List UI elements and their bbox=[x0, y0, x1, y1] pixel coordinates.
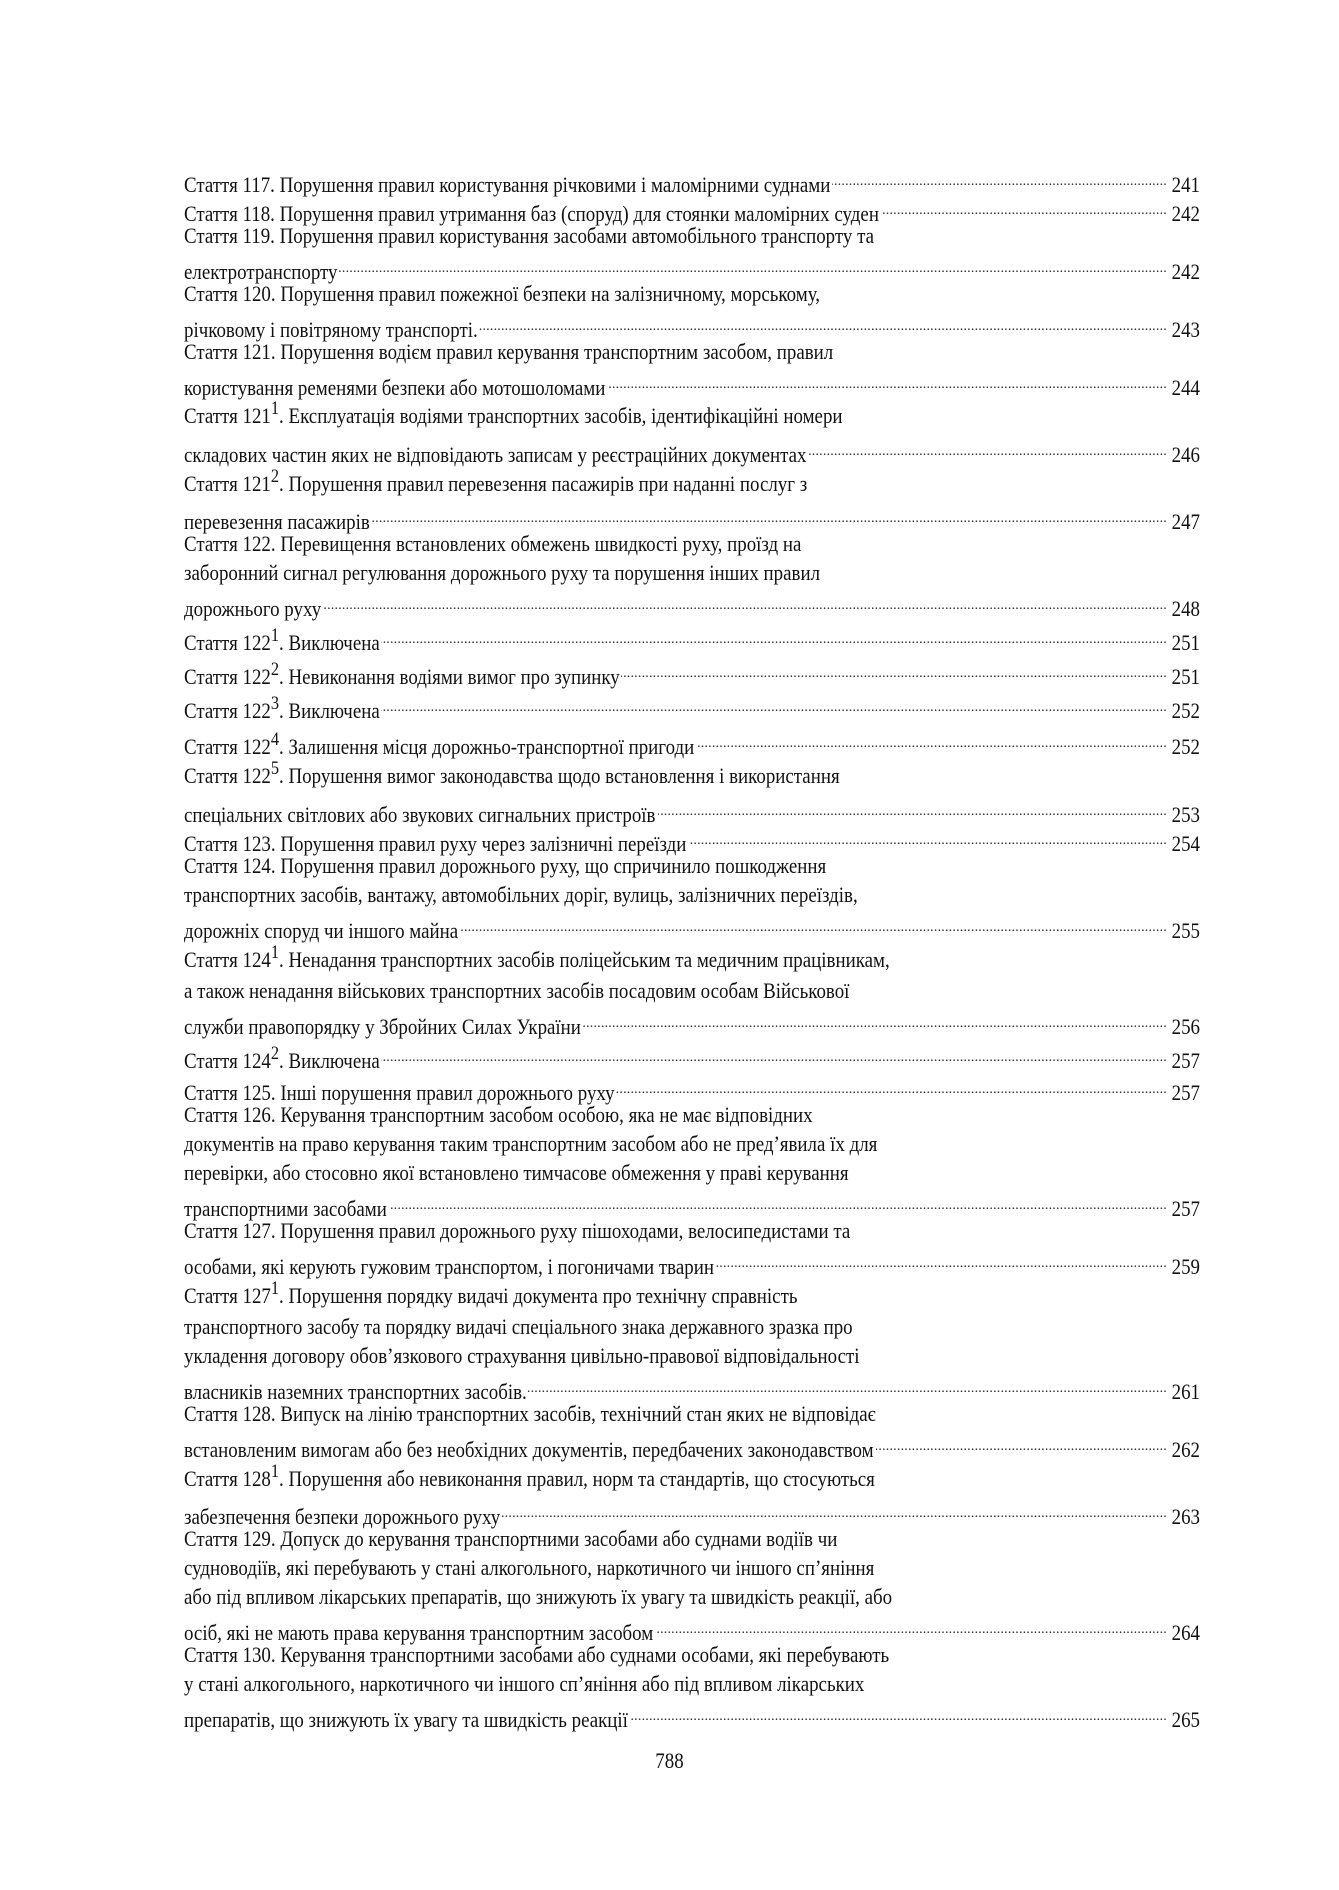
toc-entry-last-line[interactable] bbox=[184, 1496, 1200, 1529]
toc-entry-title: судноводіїв, які перебувають у стані алкогольного, наркотичного чи іншого сп’яніння bbox=[184, 1555, 875, 1580]
dot-leader bbox=[583, 1006, 1167, 1034]
dot-leader bbox=[881, 193, 1167, 221]
toc-entry-line[interactable] bbox=[184, 1342, 1200, 1370]
toc-entry-last-line[interactable] bbox=[184, 726, 1200, 759]
toc-entry-line[interactable] bbox=[184, 1525, 1200, 1553]
toc-entry-title: Стаття 126. Керування транспортним засобом особою, яка не має відповідних bbox=[184, 1102, 813, 1127]
toc-entry-line[interactable] bbox=[184, 1217, 1200, 1245]
toc-page-number: 246 bbox=[1171, 442, 1200, 467]
toc-entry-title: Стаття 125. Інші порушення правил дорожнього руху bbox=[184, 1080, 615, 1105]
toc-entry-title: Стаття $124^2$. Виключена bbox=[184, 1043, 380, 1073]
toc-page-number: 257 bbox=[1171, 1196, 1200, 1221]
toc-entry-title: Стаття 128. Випуск на лінію транспортних засобів, технічний стан яких не відповідає bbox=[184, 1401, 876, 1426]
toc-entry-last-line[interactable] bbox=[184, 1246, 1200, 1279]
toc-entry-title: Стаття 118. Порушення правил утримання баз (споруд) для стоянки маломірних суден bbox=[184, 201, 879, 226]
toc-page-number: 244 bbox=[1171, 375, 1200, 400]
toc-entry-title: Стаття $124^1$. Ненадання транспортних засобів поліцейським та медичним працівникам, bbox=[184, 942, 890, 972]
toc-entry-title: власників наземних транспортних засобів. bbox=[184, 1379, 527, 1404]
toc-entry-line[interactable] bbox=[184, 1461, 1200, 1493]
toc-entry-title: заборонний сигнал регулювання дорожнього руху та порушення інших правил bbox=[184, 560, 821, 585]
toc-entry-last-line[interactable] bbox=[184, 193, 1200, 226]
toc-entry-title: спеціальних світлових або звукових сигнальних пристроїв bbox=[184, 802, 656, 827]
toc-entry-title: дорожнього руху bbox=[184, 596, 322, 621]
toc-entry-last-line[interactable] bbox=[184, 1188, 1200, 1221]
toc-page-number: 259 bbox=[1171, 1254, 1200, 1279]
dot-leader bbox=[697, 726, 1167, 754]
toc-entry-line[interactable] bbox=[184, 559, 1200, 587]
toc-page-number: 242 bbox=[1171, 201, 1200, 226]
toc-entry-title: перевезення пасажирів bbox=[184, 509, 370, 534]
toc-page-number: 261 bbox=[1171, 1379, 1200, 1404]
page-number bbox=[0, 1748, 1339, 1774]
toc-page-number: 253 bbox=[1171, 802, 1200, 827]
toc-entry-title: користування ременями безпеки або мотошоломами bbox=[184, 375, 606, 400]
toc-page-number: 252 bbox=[1171, 734, 1200, 759]
toc-entry-title: або під впливом лікарських препаратів, що знижують їх увагу та швидкість реакції, або bbox=[184, 1584, 893, 1609]
toc-entry-last-line[interactable] bbox=[184, 309, 1200, 342]
dot-leader bbox=[616, 1072, 1167, 1100]
toc-entry-last-line[interactable] bbox=[184, 1040, 1200, 1073]
toc-entry-title: служби правопорядку у Збройних Силах України bbox=[184, 1014, 581, 1039]
toc-entry-title: осіб, які не мають права керування транспортним засобом bbox=[184, 1620, 654, 1645]
toc-entry-line[interactable] bbox=[184, 222, 1200, 250]
toc-entry-title: особами, які керують гужовим транспортом, і погоничами тварин bbox=[184, 1254, 714, 1279]
article-superscript: 2 bbox=[270, 466, 280, 487]
article-superscript: 2 bbox=[270, 1043, 280, 1064]
toc-entry-title: Стаття 119. Порушення правил користування засобами автомобільного транспорту та bbox=[184, 223, 875, 248]
toc-entry-title: забезпечення безпеки дорожнього руху bbox=[184, 1504, 501, 1529]
article-superscript: 1 bbox=[270, 1461, 280, 1482]
dot-leader bbox=[630, 1699, 1167, 1727]
toc-entry-last-line[interactable] bbox=[184, 910, 1200, 943]
toc-entry-title: транспортних засобів, вантажу, автомобільних доріг, вулиць, залізничних переїздів, bbox=[184, 882, 858, 907]
toc-page-number: 256 bbox=[1171, 1014, 1200, 1039]
toc-entry-last-line[interactable] bbox=[184, 367, 1200, 400]
toc-entry-title: Стаття $128^1$. Порушення або невиконання правил, норм та стандартів, що стосуються bbox=[184, 1461, 875, 1491]
toc-page-number: 251 bbox=[1171, 664, 1200, 689]
toc-page-number: 257 bbox=[1171, 1080, 1200, 1105]
toc-entry-title: Стаття 120. Порушення правил пожежної безпеки на залізничному, морському, bbox=[184, 281, 820, 306]
toc-entry-title: препаратів, що знижують їх увагу та швидкість реакції bbox=[184, 1707, 628, 1732]
toc-entry-last-line[interactable] bbox=[184, 1072, 1200, 1105]
toc-entry-title: укладення договору обов’язкового страхування цивільно-правової відповідальності bbox=[184, 1343, 860, 1368]
dot-leader bbox=[381, 690, 1167, 718]
toc-entry-last-line[interactable] bbox=[184, 1429, 1200, 1462]
toc-page-number: 264 bbox=[1171, 1620, 1200, 1645]
toc-entry-last-line[interactable] bbox=[184, 164, 1200, 197]
toc-entry-last-line[interactable] bbox=[184, 1371, 1200, 1404]
toc-entry-title: Стаття 117. Порушення правил користування річковими і маломірними суднами bbox=[184, 172, 831, 197]
toc-entry-title: а також ненадання військових транспортних засобів посадовим особам Військової bbox=[184, 978, 850, 1003]
toc-entry-title: Стаття 130. Керування транспортними засобами або суднами особами, які перебувають bbox=[184, 1642, 890, 1667]
toc-entry-last-line[interactable] bbox=[184, 656, 1200, 689]
toc-entry-last-line[interactable] bbox=[184, 622, 1200, 655]
article-superscript: 1 bbox=[270, 398, 280, 419]
toc-page-number: 251 bbox=[1171, 630, 1200, 655]
toc-page-number: 255 bbox=[1171, 918, 1200, 943]
toc-entry-title: Стаття $122^1$. Виключена bbox=[184, 625, 380, 655]
toc-entry-title: документів на право керування таким транспортним засобом або не пред’явила їх для bbox=[184, 1131, 878, 1156]
toc-entry-line[interactable] bbox=[184, 977, 1200, 1005]
toc-entry-last-line[interactable] bbox=[184, 690, 1200, 723]
toc-page-number: 241 bbox=[1171, 172, 1200, 197]
toc-entry-line[interactable] bbox=[184, 1130, 1200, 1158]
toc-page-number: 263 bbox=[1171, 1504, 1200, 1529]
toc-entry-last-line[interactable] bbox=[184, 1699, 1200, 1732]
article-superscript: 1 bbox=[270, 625, 280, 646]
toc-entry-title: перевірки, або стосовно якої встановлено тимчасове обмеження у праві керування bbox=[184, 1160, 849, 1185]
toc-entry-line[interactable] bbox=[184, 1554, 1200, 1582]
toc-page-number: 247 bbox=[1171, 509, 1200, 534]
dot-leader bbox=[528, 1371, 1167, 1399]
toc-entry-line[interactable] bbox=[184, 280, 1200, 308]
toc-entry-title: Стаття $127^1$. Порушення порядку видачі документа про технічну справність bbox=[184, 1278, 798, 1308]
dot-leader bbox=[716, 1246, 1167, 1274]
toc-page-number: 262 bbox=[1171, 1437, 1200, 1462]
article-superscript: 3 bbox=[270, 693, 280, 714]
toc-entry-title: транспортними засобами bbox=[184, 1196, 387, 1221]
page-number-text: 788 bbox=[655, 1748, 684, 1773]
toc-entry-line[interactable] bbox=[184, 1670, 1200, 1698]
dot-leader bbox=[502, 1496, 1167, 1524]
toc-entry-line[interactable] bbox=[184, 942, 1200, 974]
dot-leader bbox=[460, 910, 1167, 938]
toc-entry-line[interactable] bbox=[184, 1641, 1200, 1669]
toc-entry-last-line[interactable] bbox=[184, 823, 1200, 856]
toc-entry-line[interactable] bbox=[184, 852, 1200, 880]
dot-leader bbox=[655, 1612, 1167, 1640]
dot-leader bbox=[607, 367, 1167, 395]
dot-leader bbox=[832, 164, 1167, 192]
toc-entry-last-line[interactable] bbox=[184, 251, 1200, 284]
toc-entry-line[interactable] bbox=[184, 1313, 1200, 1341]
dot-leader bbox=[323, 588, 1167, 616]
toc-entry-line[interactable] bbox=[184, 338, 1200, 366]
toc-entry-last-line[interactable] bbox=[184, 1006, 1200, 1039]
article-superscript: 4 bbox=[270, 729, 280, 750]
toc-entry-title: Стаття 127. Порушення правил дорожнього руху пішоходами, велосипедистами та bbox=[184, 1218, 851, 1243]
toc-entry-title: встановленим вимогам або без необхідних документів, передбачених законодавством bbox=[184, 1437, 874, 1462]
toc-entry-title: Стаття $122^5$. Порушення вимог законодавства щодо встановлення і використання bbox=[184, 758, 840, 788]
toc-entry-last-line[interactable] bbox=[184, 501, 1200, 534]
toc-entry-last-line[interactable] bbox=[184, 794, 1200, 827]
toc-entry-title: Стаття $121^2$. Порушення правил перевезення пасажирів при наданні послуг з bbox=[184, 466, 808, 496]
toc-entry-title: Стаття $122^3$. Виключена bbox=[184, 693, 380, 723]
toc-entry-title: у стані алкогольного, наркотичного чи іншого сп’яніння або під впливом лікарських bbox=[184, 1671, 865, 1696]
article-superscript: 2 bbox=[270, 659, 280, 680]
toc-page-number: 242 bbox=[1171, 259, 1200, 284]
toc-entry-title: Стаття 124. Порушення правил дорожнього руху, що спричинило пошкодження bbox=[184, 853, 827, 878]
dot-leader bbox=[658, 794, 1167, 822]
dot-leader bbox=[372, 501, 1167, 529]
article-superscript: 1 bbox=[270, 1278, 280, 1299]
toc-entry-last-line[interactable] bbox=[184, 434, 1200, 467]
toc-entry-title: Стаття $121^1$. Експлуатація водіями транспортних засобів, ідентифікаційні номери bbox=[184, 398, 843, 428]
toc-page-number: 248 bbox=[1171, 596, 1200, 621]
dot-leader bbox=[876, 1429, 1167, 1457]
article-superscript: 1 bbox=[270, 942, 280, 963]
dot-leader bbox=[621, 656, 1167, 684]
toc-entry-line[interactable] bbox=[184, 758, 1200, 790]
dot-leader bbox=[339, 251, 1167, 279]
toc-entry-line[interactable] bbox=[184, 398, 1200, 430]
toc-entry-title: транспортного засобу та порядку видачі спеціального знака державного зразка про bbox=[184, 1314, 853, 1339]
toc-entry-line[interactable] bbox=[184, 466, 1200, 498]
toc-entry-line[interactable] bbox=[184, 1278, 1200, 1310]
dot-leader bbox=[389, 1188, 1167, 1216]
toc-entry-title: складових частин яких не відповідають записам у реєстраційних документах bbox=[184, 442, 807, 467]
dot-leader bbox=[381, 622, 1167, 650]
toc-page-number: 254 bbox=[1171, 831, 1200, 856]
dot-leader bbox=[381, 1040, 1167, 1068]
toc-entry-title: електротранспорту bbox=[184, 259, 338, 284]
dot-leader bbox=[689, 823, 1167, 851]
toc-entry-last-line[interactable] bbox=[184, 588, 1200, 621]
toc-entry-line[interactable] bbox=[184, 1159, 1200, 1187]
toc-page-number: 257 bbox=[1171, 1048, 1200, 1073]
dot-leader bbox=[808, 434, 1167, 462]
toc-entry-title: Стаття $122^4$. Залишення місця дорожньо-транспортної пригоди bbox=[184, 729, 695, 759]
toc-entry-line[interactable] bbox=[184, 1101, 1200, 1129]
toc-entry-title: Стаття 129. Допуск до керування транспортними засобами або суднами водіїв чи bbox=[184, 1526, 838, 1551]
toc-entry-line[interactable] bbox=[184, 1583, 1200, 1611]
toc-entry-title: річковому і повітряному транспорті. bbox=[184, 317, 478, 342]
toc-entry-title: дорожніх споруд чи іншого майна bbox=[184, 918, 459, 943]
toc-entry-line[interactable] bbox=[184, 530, 1200, 558]
toc-entry-title: Стаття 121. Порушення водієм правил керування транспортним засобом, правил bbox=[184, 339, 834, 364]
article-superscript: 5 bbox=[270, 758, 280, 779]
toc-entry-title: Стаття 122. Перевищення встановлених обмежень швидкості руху, проїзд на bbox=[184, 531, 802, 556]
toc-page-number: 252 bbox=[1171, 698, 1200, 723]
toc-page-number: 265 bbox=[1171, 1707, 1200, 1732]
toc-entry-title: Стаття 123. Порушення правил руху через залізничні переїзди bbox=[184, 831, 687, 856]
dot-leader bbox=[479, 309, 1167, 337]
toc-entry-title: Стаття $122^2$. Невиконання водіями вимог про зупинку bbox=[184, 659, 620, 689]
toc-entry-line[interactable] bbox=[184, 1400, 1200, 1428]
toc-entry-line[interactable] bbox=[184, 881, 1200, 909]
toc-entry-last-line[interactable] bbox=[184, 1612, 1200, 1645]
toc-page-number: 243 bbox=[1171, 317, 1200, 342]
